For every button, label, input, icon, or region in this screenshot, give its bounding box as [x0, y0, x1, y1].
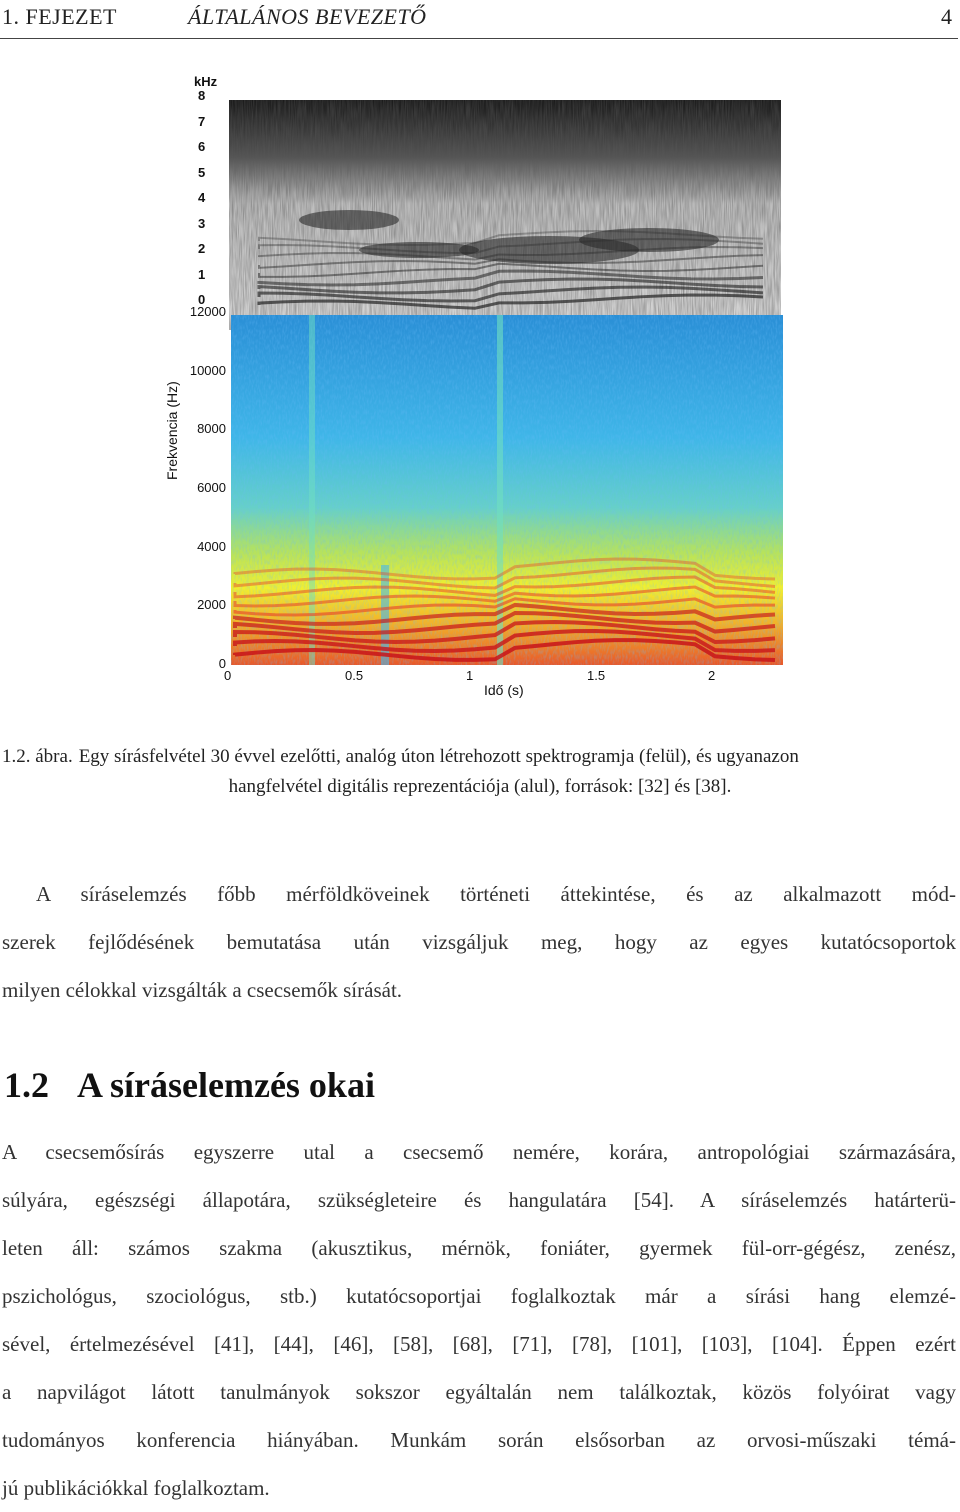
chapter-title: ÁLTALÁNOS BEVEZETŐ: [188, 4, 427, 29]
digital-spectrogram: [231, 315, 783, 665]
section-paragraph: [2, 1128, 956, 1512]
paragraph-line: szerek fejlődésének bemutatása után vizsgáljuk meg, hogy az egyes kutatócsoportok: [2, 930, 956, 954]
bottom-x-tick-label: 1.5: [587, 668, 606, 683]
section-title: A síráselemzés okai: [77, 1065, 375, 1105]
running-header: [0, 0, 960, 40]
paragraph-line: leten áll: számos szakma (akusztikus, mérnök, foniáter, gyermek fül-orr-gégész, zenész,: [2, 1236, 956, 1260]
caption-line-2: hangfelvétel digitális reprezentációja (alul), források: [32] és [38].: [228, 776, 732, 797]
page-number: 4: [941, 4, 952, 29]
paragraph-line: jú publikációkkal foglalkoztam.: [2, 1476, 270, 1500]
paragraph-line: milyen célokkal vizsgálták a csecsemők sírását.: [2, 978, 403, 1002]
intro-paragraph: [2, 870, 956, 1014]
x-axis-label: Idő (s): [484, 682, 524, 698]
header-rule: [0, 38, 958, 39]
top-y-tick-label: 6: [198, 139, 206, 154]
bottom-x-tick-label: 0: [224, 668, 232, 683]
caption-text-1: Egy sírásfelvétel 30 évvel ezelőtti, analóg úton létrehozott spektrogramja (felül), és ugyanazon: [78, 746, 799, 767]
top-y-tick-label: 4: [198, 190, 206, 205]
top-y-tick-label: 5: [198, 164, 206, 180]
paragraph-line: súlyára, egészségi állapotára, szükségleteire és hangulatára [54]. A síráselemzés határterü-: [2, 1188, 956, 1212]
top-y-tick-label: 2: [198, 241, 206, 256]
top-y-tick-label: 1: [198, 266, 206, 282]
analog-spectrogram-image: [229, 100, 781, 330]
bottom-y-tick-label: 8000: [197, 421, 226, 437]
paragraph-line: tudományos konferencia hiányában. Munkám során elsősorban az orvosi-műszaki témá-: [2, 1428, 956, 1452]
bottom-x-tick-label: 2: [708, 668, 716, 683]
caption-label: 1.2. ábra.: [2, 746, 73, 767]
figure-spectrograms: [160, 70, 800, 710]
digital-spectrogram-image: [231, 315, 783, 665]
bottom-y-tick-label: 6000: [197, 480, 226, 495]
paragraph-line: A csecsemősírás egyszerre utal a csecsemő nemére, korára, antropológiai származására,: [2, 1140, 956, 1164]
paragraph-line: a napvilágot látott tanulmányok sokszor egyáltalán nem találkoztak, közös folyóirat vagy: [2, 1380, 956, 1404]
analog-formant-blob: [299, 210, 399, 230]
analog-formant-blob: [579, 228, 719, 252]
section-heading: [4, 1064, 375, 1106]
bottom-y-tick-label: 2000: [197, 597, 226, 613]
bottom-y-tick-label: 0: [218, 656, 226, 671]
bottom-y-tick-label: 4000: [197, 538, 226, 554]
figure-caption: [0, 742, 960, 802]
caption-line-1: [0, 742, 960, 772]
paragraph-line: A síráselemzés főbb mérföldköveinek történeti áttekintése, és az alkalmazott mód-: [36, 882, 956, 906]
analog-spectrogram: [229, 100, 781, 330]
chapter-label: 1. FEJEZET: [2, 4, 117, 29]
paragraph-line: pszichológus, szociológus, stb.) kutatócsoportjai foglalkoztak már a sírási hang elemzé-: [2, 1284, 956, 1308]
y-axis-label: Frekvencia (Hz): [164, 381, 180, 480]
paragraph-line: sével, értelmezésével [41], [44], [46], [58], [68], [71], [78], [101], [103], [104]. Éppen ezért: [2, 1332, 956, 1356]
analog-formant-blob: [359, 242, 479, 258]
top-y-tick-label: 7: [198, 113, 206, 129]
bottom-x-tick-label: 1: [466, 668, 474, 683]
section-number: 1.2: [4, 1065, 49, 1105]
bottom-y-tick-label: 10000: [189, 362, 226, 378]
top-unit-label: kHz: [194, 74, 218, 89]
bottom-x-tick-label: 0.5: [345, 668, 364, 683]
top-y-tick-label: 8: [198, 88, 206, 103]
bottom-y-tick-label: 12000: [189, 304, 226, 319]
top-y-tick-label: 0: [198, 292, 206, 307]
top-y-tick-label: 3: [198, 215, 206, 231]
